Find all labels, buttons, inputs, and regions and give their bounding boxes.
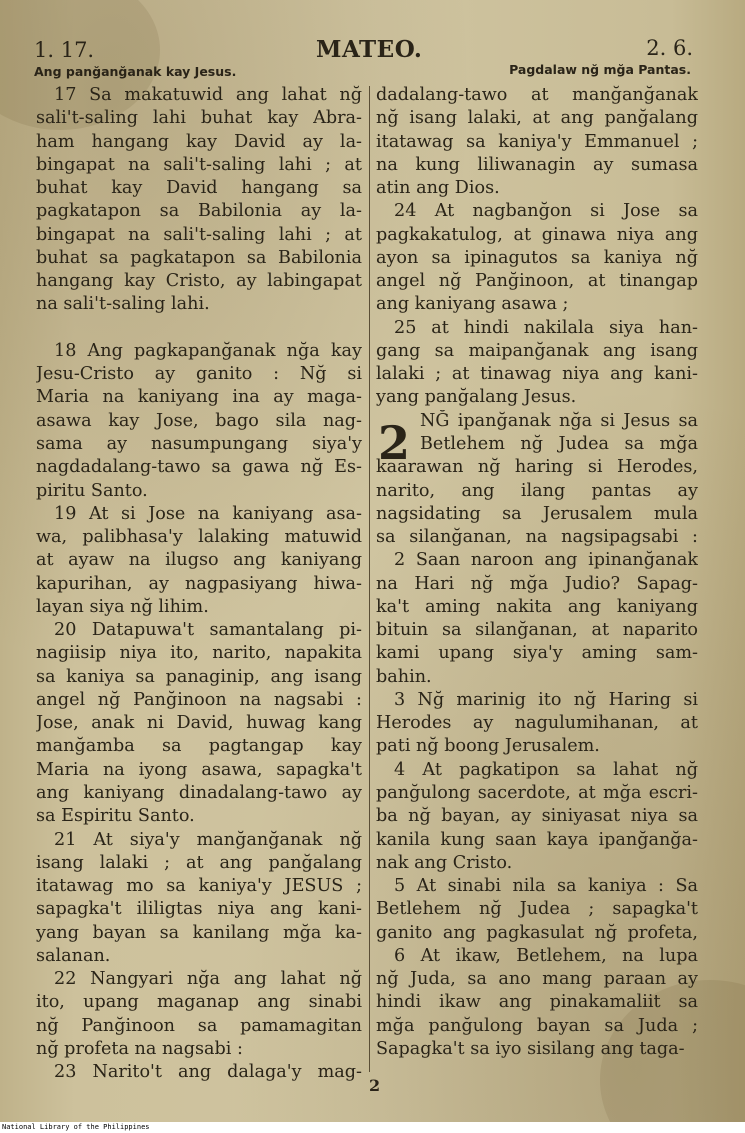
text-line: sa kaniya sa panaginip, ang isang xyxy=(36,666,362,687)
text-line: sa silanğanan, na nagsipagsabi : xyxy=(376,527,698,548)
text-line: Herodes ay nagulumihanan, at xyxy=(376,713,698,734)
text-line: nak ang Cristo. xyxy=(376,852,513,873)
text-line: nagdadalang-tawo sa gawa nğ Es- xyxy=(36,457,362,478)
running-head-right: Pagdalaw nğ mğa Pantas. xyxy=(509,62,691,77)
text-line: mğa panğulong bayan sa Juda ; xyxy=(376,1015,698,1036)
running-head-left: Ang panğanğanak kay Jesus. xyxy=(34,64,237,79)
text-line: 24 At nagbanğon si Jose sa xyxy=(394,201,698,222)
text-line: Betlehem nğ Judea ; sapagka't xyxy=(376,899,698,920)
text-line: 22 Nangyari nğa ang lahat nğ xyxy=(54,969,362,990)
text-line: sama ay nasumpungang siya'y xyxy=(36,433,362,454)
chapter-verse-ref-right: 2. 6. xyxy=(646,36,693,60)
text-line: 4 At pagkatipon sa lahat nğ xyxy=(394,759,698,780)
text-line xyxy=(36,317,362,340)
text-line: 17 Sa makatuwid ang lahat nğ xyxy=(54,85,362,105)
text-line: yang panğalang Jesus. xyxy=(376,387,577,408)
text-line: kaarawan nğ haring si Herodes, xyxy=(376,457,698,478)
text-line: bingapat na sali't-saling lahi ; at xyxy=(36,154,362,175)
text-line: itatawag mo sa kaniya'y JESUS ; xyxy=(36,876,362,897)
text-line: dadalang-tawo at manğanğanak xyxy=(376,85,698,105)
text-line: 2 Saan naroon ang ipinanğanak xyxy=(394,550,698,571)
text-line: 25 at hindi nakilala siya han- xyxy=(394,317,698,338)
text-line: manğamba sa pagtangap kay xyxy=(36,736,362,757)
text-line: ba nğ bayan, ay siniyasat niya sa xyxy=(376,806,698,827)
chapter-number: 2 xyxy=(378,416,411,470)
column-rule xyxy=(369,86,370,1072)
text-line: 3 Nğ marinig ito nğ Haring si xyxy=(394,689,698,710)
text-line: layan siya nğ lihim. xyxy=(36,596,209,617)
text-line: piritu Santo. xyxy=(36,480,148,501)
text-line: 5 At sinabi nila sa kaniya : Sa xyxy=(394,876,698,897)
page-number: 2 xyxy=(369,1076,381,1095)
text-line: bingapat na sali't-saling lahi ; at xyxy=(36,224,362,245)
text-line: angel nğ Panğinoon, at tinangap xyxy=(376,271,698,292)
text-line: 23 Narito't ang dalaga'y mag- xyxy=(54,1062,362,1083)
text-line: ham hangang kay David ay la- xyxy=(36,131,362,152)
book-title: MATEO. xyxy=(316,36,423,63)
text-line: nagiisip niya ito, narito, napakita xyxy=(36,643,362,664)
text-line: nagsidating sa Jerusalem mula xyxy=(376,503,698,524)
text-line: ka't aming nakita ang kaniyang xyxy=(376,596,698,617)
text-line: nğ Juda, sa ano mang paraan ay xyxy=(376,969,698,990)
text-line: ang kaniyang asawa ; xyxy=(376,294,569,315)
text-line: ayon sa ipinagutos sa kaniya nğ xyxy=(376,247,698,268)
text-line: asawa kay Jose, bago sila nag- xyxy=(36,410,362,431)
text-line: ganito ang pagkasulat nğ profeta, xyxy=(376,922,698,943)
text-line: na sali't-saling lahi. xyxy=(36,294,210,315)
text-line: kanila kung saan kaya ipanğanğa- xyxy=(376,829,698,850)
text-line: na kung liliwanagin ay sumasa xyxy=(376,154,698,175)
text-line: nğ profeta na nagsabi : xyxy=(36,1038,243,1059)
text-line: hangang kay Cristo, ay labingapat xyxy=(36,271,362,292)
text-line: ito, upang maganap ang sinabi xyxy=(36,992,362,1013)
text-line: at ayaw na ilugso ang kaniyang xyxy=(36,550,362,571)
footer-credit: National Library of the Philippines xyxy=(2,1123,150,1131)
text-line: itatawag sa kaniya'y Emmanuel ; xyxy=(376,131,698,152)
text-line: sa Espiritu Santo. xyxy=(36,806,195,827)
text-line: isang lalaki ; at ang panğalang xyxy=(36,852,362,873)
text-line: bahin. xyxy=(376,666,432,687)
chapter-opening xyxy=(376,410,698,457)
text-line: atin ang Dios. xyxy=(376,178,500,199)
text-line: Sapagka't sa iyo sisilang ang taga- xyxy=(376,1038,685,1059)
text-line: buhat kay David hangang sa xyxy=(36,178,362,199)
text-line: angel nğ Panğinoon na nagsabi : xyxy=(36,689,362,710)
text-line: Betlehem nğ Judea sa mğa xyxy=(420,433,698,454)
text-line: Maria na iyong asawa, sapagka't xyxy=(36,759,362,780)
text-line: ang kaniyang dinadalang-tawo ay xyxy=(36,782,362,803)
text-line: pagkakatulog, at ginawa niya ang xyxy=(376,224,698,245)
left-column xyxy=(36,84,362,1084)
text-line: kapurihan, ay nagpasiyang hiwa- xyxy=(36,573,362,594)
text-line: panğulong sacerdote, at mğa escri- xyxy=(376,782,698,803)
text-line: Maria na kaniyang ina ay maga- xyxy=(36,387,362,408)
right-column-top xyxy=(376,84,698,410)
text-line: narito, ang ilang pantas ay xyxy=(376,480,698,501)
text-line: 20 Datapuwa't samantalang pi- xyxy=(54,620,362,641)
text-line: na Hari nğ mğa Judio? Sapag- xyxy=(376,573,698,594)
text-line: 6 At ikaw, Betlehem, na lupa xyxy=(394,945,698,966)
text-line: yang bayan sa kanilang mğa ka- xyxy=(36,922,362,943)
footer-strip xyxy=(0,1122,745,1133)
text-line: sali't-saling lahi buhat kay Abra- xyxy=(36,108,362,129)
right-column xyxy=(376,84,698,1061)
text-line: wa, palibhasa'y lalaking matuwid xyxy=(36,527,362,548)
text-line: nğ Panğinoon sa pamamagitan xyxy=(36,1015,362,1036)
text-line: pati nğ boong Jerusalem. xyxy=(376,736,600,757)
text-line: Jose, anak ni David, huwag kang xyxy=(36,713,362,734)
text-line: lalaki ; at tinawag niya ang kani- xyxy=(376,364,698,385)
text-line: 19 At si Jose na kaniyang asa- xyxy=(54,503,362,524)
text-line: sapagka't ililigtas niya ang kani- xyxy=(36,899,362,920)
text-line: nğ isang lalaki, at ang panğalang xyxy=(376,108,698,129)
text-line: kami upang siya'y aming sam- xyxy=(376,643,698,664)
text-line: buhat sa pagkatapon sa Babilonia xyxy=(36,247,362,268)
text-line: hindi ikaw ang pinakamaliit sa xyxy=(376,992,698,1013)
right-column-bottom xyxy=(376,456,698,1061)
text-line: NĞ ipanğanak nğa si Jesus sa xyxy=(420,410,698,431)
text-line: pagkatapon sa Babilonia ay la- xyxy=(36,201,362,222)
text-line: 18 Ang pagkapanğanak nğa kay xyxy=(54,340,362,361)
text-line: gang sa maipanğanak ang isang xyxy=(376,340,698,361)
text-line: salanan. xyxy=(36,945,111,966)
text-line: 21 At siya'y manğanğanak nğ xyxy=(54,829,362,850)
chapter-verse-ref-left: 1. 17. xyxy=(34,38,95,62)
text-line: Jesu-Cristo ay ganito : Nğ si xyxy=(36,364,362,385)
text-line: bituin sa silanğanan, at naparito xyxy=(376,620,698,641)
